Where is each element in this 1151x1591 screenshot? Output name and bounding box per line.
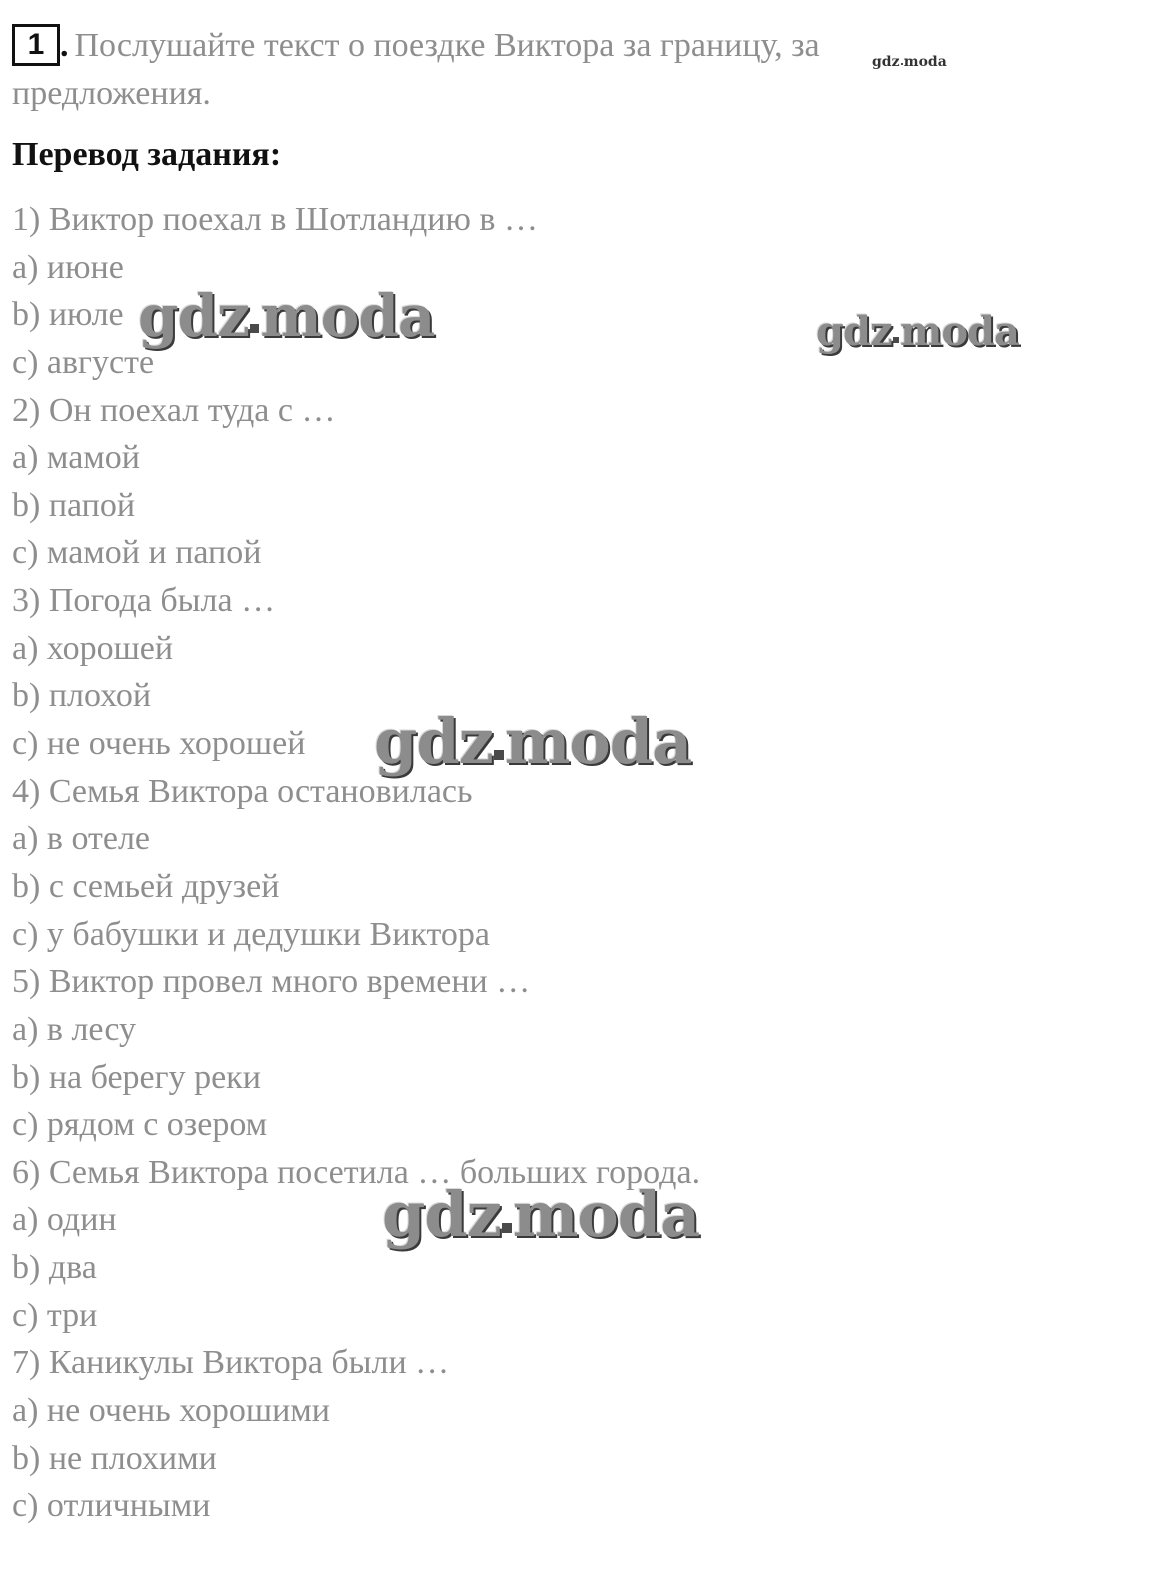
watermark-small: gdz moda (872, 54, 947, 70)
task-header (12, 22, 1132, 118)
question-6-option-c: c) три (12, 1296, 98, 1334)
watermark-4: gdz moda (382, 1178, 700, 1251)
question-2: 2) Он поехал туда с … (12, 391, 336, 429)
question-7: 7) Каникулы Виктора были … (12, 1344, 450, 1382)
task-instruction-continued: предложения. (12, 75, 211, 112)
question-6-option-b: b) два (12, 1249, 97, 1287)
question-7-option-c: c) отличными (12, 1487, 211, 1525)
question-1-option-a: a) июне (12, 248, 124, 286)
question-3-option-b: b) плохой (12, 677, 152, 715)
question-3-option-a: a) хорошей (12, 629, 174, 667)
question-1-option-b: b) июле (12, 296, 124, 334)
question-7-option-a: a) не очень хорошими (12, 1392, 331, 1430)
question-1-option-c: c) августе (12, 343, 155, 381)
question-5-option-a: a) в лесу (12, 1010, 137, 1048)
question-7-option-b: b) не плохими (12, 1439, 217, 1477)
task-instruction: Послушайте текст о поездке Виктора за границу, за (74, 27, 820, 64)
task-number-box: 1 (12, 24, 60, 66)
question-2-option-b: b) папой (12, 486, 136, 524)
watermark-3: gdz moda (374, 705, 692, 778)
question-2-option-a: a) мамой (12, 439, 140, 477)
question-2-option-c: c) мамой и папой (12, 534, 262, 572)
question-4: 4) Семья Виктора остановилась (12, 772, 473, 810)
question-6-option-a: a) один (12, 1201, 117, 1239)
question-4-option-b: b) с семьей друзей (12, 867, 280, 905)
question-4-option-a: a) в отеле (12, 820, 151, 858)
question-6: 6) Семья Виктора посетила … больших города. (12, 1153, 701, 1191)
question-3-option-c: c) не очень хорошей (12, 725, 306, 763)
question-5-option-b: b) на берегу реки (12, 1058, 261, 1096)
question-5-option-c: c) рядом с озером (12, 1106, 268, 1144)
question-3: 3) Погода была … (12, 582, 276, 620)
watermark-1: gdz moda (138, 282, 435, 350)
task-number-dot: . (60, 27, 69, 64)
question-4-option-c: c) у бабушки и дедушки Виктора (12, 915, 490, 953)
watermark-2: gdz moda (816, 308, 1019, 355)
translation-heading: Перевод задания: (12, 136, 282, 173)
question-5: 5) Виктор провел много времени … (12, 963, 531, 1001)
question-1: 1) Виктор поехал в Шотландию в … (12, 201, 538, 238)
question-list (12, 196, 700, 1530)
